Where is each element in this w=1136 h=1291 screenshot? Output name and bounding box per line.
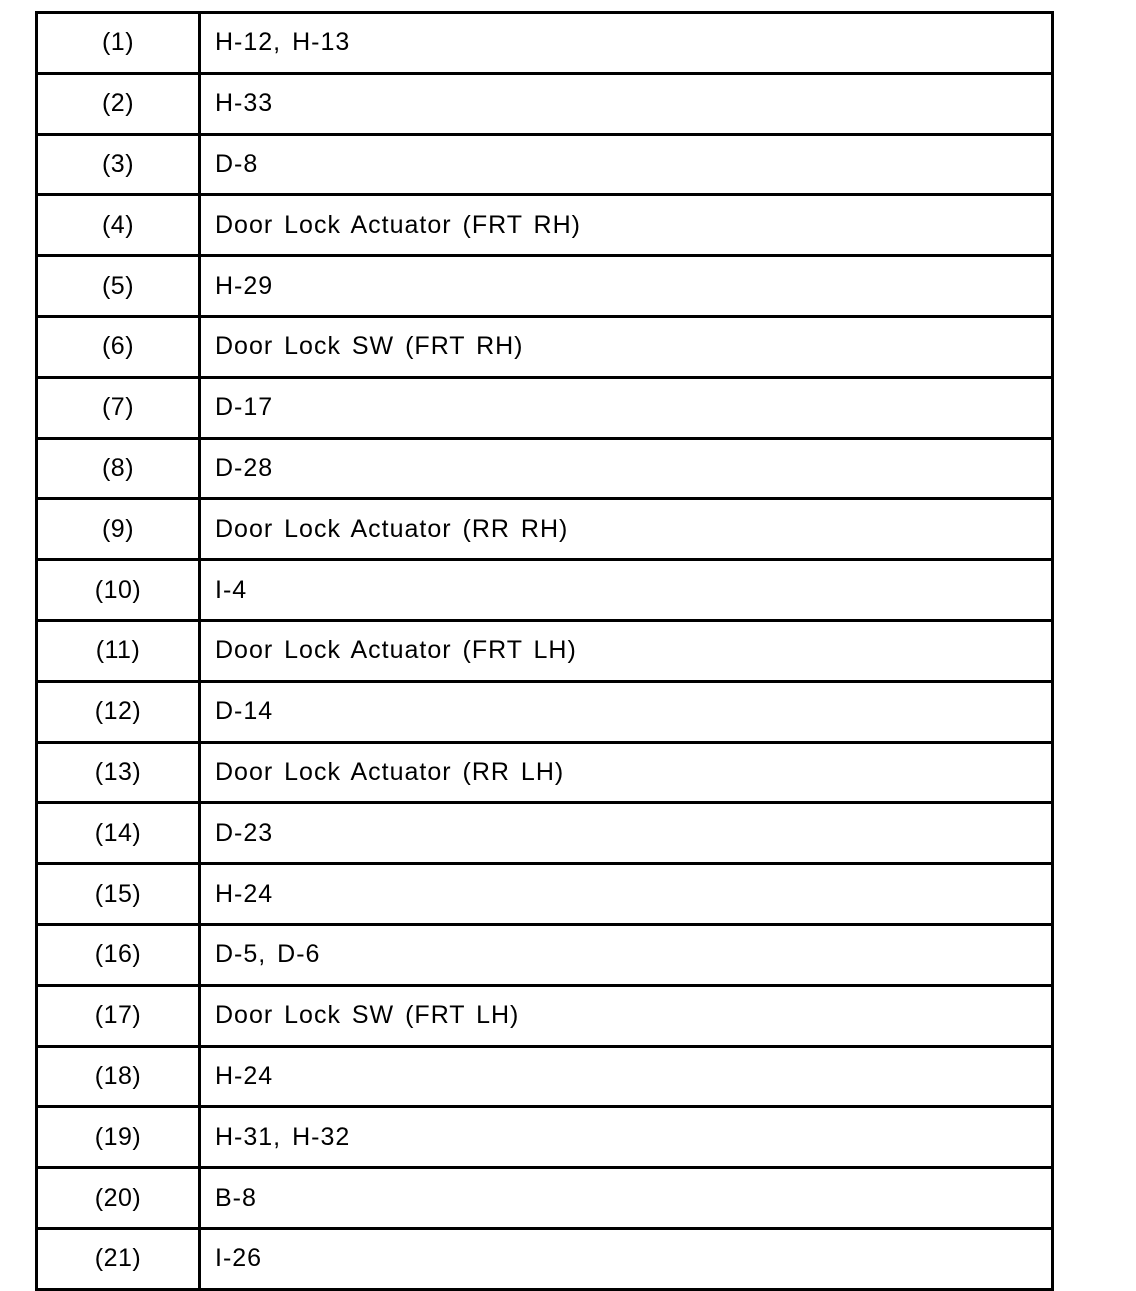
item-description: I-4 [200, 560, 1053, 621]
item-number: (11) [37, 620, 200, 681]
item-description: D-5, D-6 [200, 924, 1053, 985]
connector-reference-table [35, 11, 1054, 1291]
item-number: (7) [37, 377, 200, 438]
item-number: (19) [37, 1107, 200, 1168]
item-number: (1) [37, 13, 200, 74]
item-number: (5) [37, 256, 200, 317]
table-row [37, 316, 1053, 377]
table-row [37, 864, 1053, 925]
item-description: H-33 [200, 73, 1053, 134]
item-number: (17) [37, 985, 200, 1046]
item-number: (21) [37, 1228, 200, 1289]
table-row [37, 560, 1053, 621]
item-number: (3) [37, 134, 200, 195]
table-row [37, 438, 1053, 499]
table-row [37, 13, 1053, 74]
item-number: (10) [37, 560, 200, 621]
item-description: I-26 [215, 1244, 263, 1273]
item-number: (4) [37, 195, 200, 256]
item-description: D-28 [200, 438, 1053, 499]
table-row [37, 73, 1053, 134]
item-number: (9) [37, 499, 200, 560]
item-number: (2) [37, 73, 200, 134]
table-row [37, 803, 1053, 864]
item-number: (16) [37, 924, 200, 985]
table-row [37, 256, 1053, 317]
item-number: (14) [37, 803, 200, 864]
table-row [37, 924, 1053, 985]
item-number: (12) [37, 681, 200, 742]
item-number: (20) [37, 1168, 200, 1229]
item-description: D-17 [200, 377, 1053, 438]
item-number: (18) [37, 1046, 200, 1107]
table-row [37, 620, 1053, 681]
item-number: (8) [37, 438, 200, 499]
item-description: H-24 [200, 1046, 1053, 1107]
item-description: B-8 [200, 1168, 1053, 1229]
item-description: D-23 [200, 803, 1053, 864]
item-description: H-24 [200, 864, 1053, 925]
table-row [37, 742, 1053, 803]
table-row [37, 1168, 1053, 1229]
table-row [37, 499, 1053, 560]
item-description: Door Lock SW (FRT LH) [200, 985, 1053, 1046]
item-description: H-12, H-13 [200, 13, 1053, 74]
item-description: Door Lock Actuator (RR RH) [200, 499, 1053, 560]
table-row [37, 1228, 1053, 1289]
table-row [37, 195, 1053, 256]
item-number: (13) [37, 742, 200, 803]
item-description: Door Lock Actuator (FRT RH) [200, 195, 1053, 256]
table-row [37, 985, 1053, 1046]
item-description: Door Lock SW (FRT RH) [200, 316, 1053, 377]
table-row [37, 681, 1053, 742]
table-row [37, 377, 1053, 438]
item-description: D-14 [200, 681, 1053, 742]
item-description: Door Lock Actuator (RR LH) [200, 742, 1053, 803]
item-number: (15) [37, 864, 200, 925]
table-row [37, 1046, 1053, 1107]
table-row [37, 1107, 1053, 1168]
item-description: H-29 [200, 256, 1053, 317]
table-row [37, 134, 1053, 195]
item-description: D-8 [200, 134, 1053, 195]
item-description: Door Lock Actuator (FRT LH) [200, 620, 1053, 681]
item-description: H-31, H-32 [200, 1107, 1053, 1168]
item-number: (6) [37, 316, 200, 377]
